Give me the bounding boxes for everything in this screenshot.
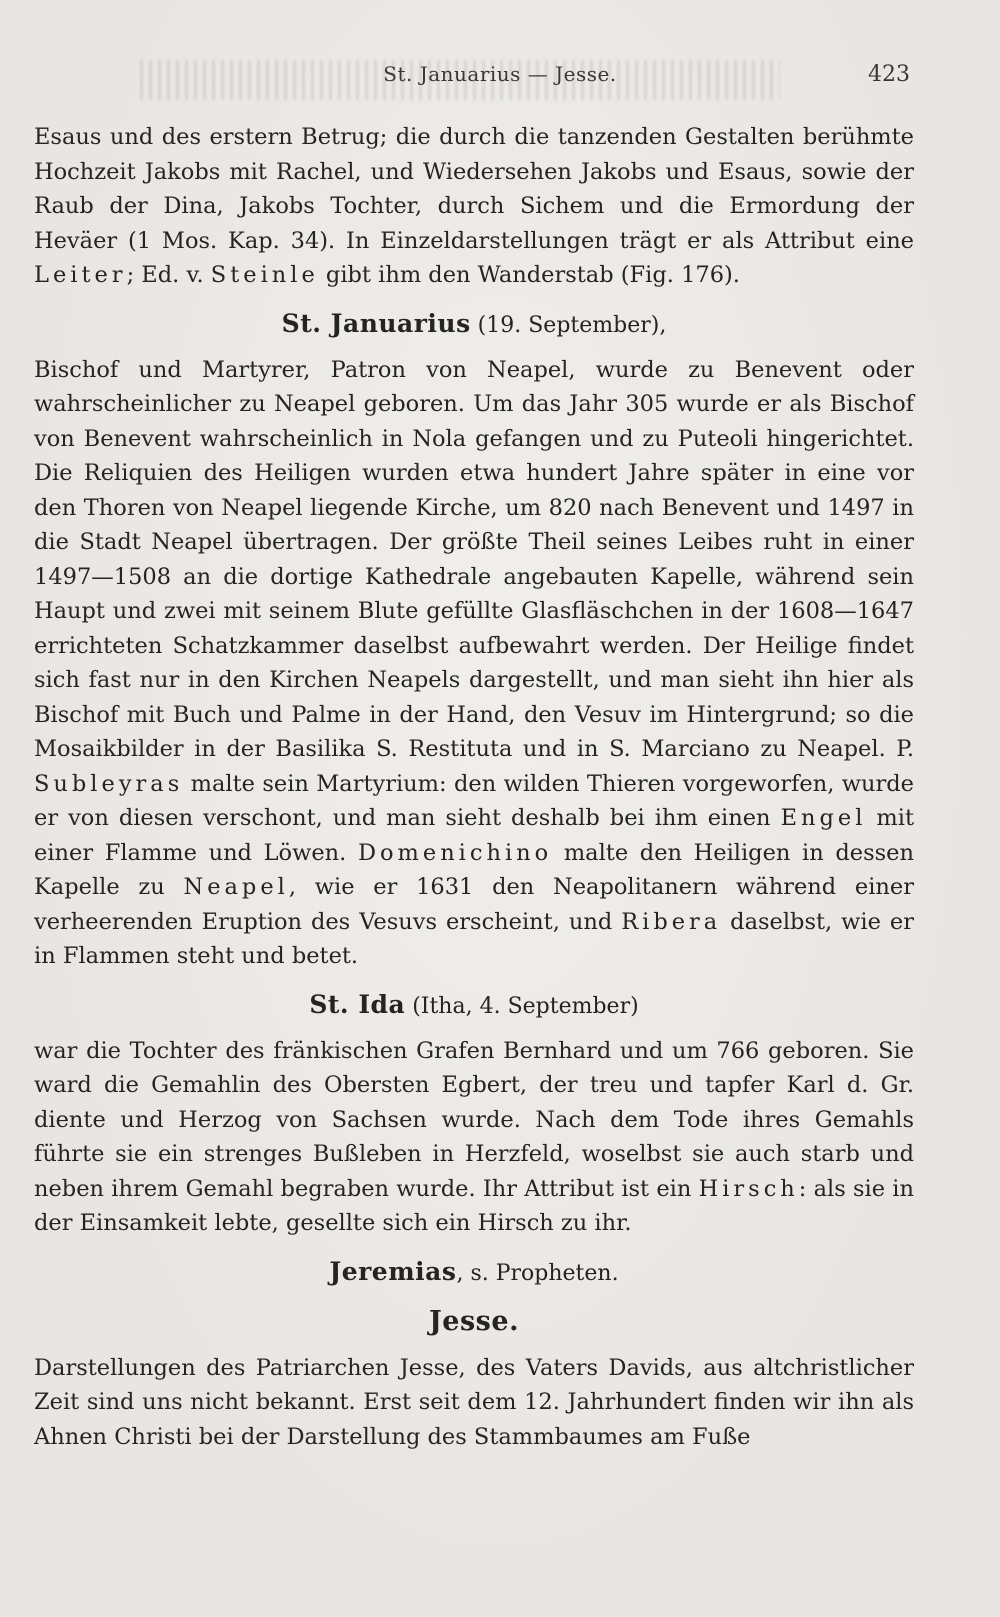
spaced-name: Steinle bbox=[210, 262, 319, 288]
paragraph-text: gibt ihm den Wanderstab (Fig. 176). bbox=[318, 262, 740, 288]
heading-name: Jeremias bbox=[329, 1256, 457, 1286]
paragraph-text: mit einer Flamme und Löwen. bbox=[34, 805, 914, 866]
heading-name: St. Ida bbox=[309, 989, 406, 1019]
paragraph-jesse: Darstellungen des Patriarchen Jesse, des Vaters Davids, aus altchristlicher Zeit sind uns nicht bekannt. Erst seit dem 12. Jahrhundert finden wir ihn als Ahnen Christi bei der Darstellung des Stammbaumes am Fuße bbox=[34, 1354, 914, 1450]
heading-jeremias bbox=[34, 1255, 914, 1291]
heading-name: St. Januarius bbox=[281, 308, 471, 338]
spaced-term: Engel bbox=[780, 805, 867, 831]
page-body bbox=[34, 120, 914, 1454]
paragraph-esau bbox=[34, 120, 914, 293]
heading-ida bbox=[34, 988, 914, 1024]
spaced-name: Domenichino bbox=[357, 839, 553, 866]
spaced-term: Neapel bbox=[183, 874, 289, 900]
paragraph-text: , wie er 1631 den Neapolitanern während einer verheerenden Eruption des Vesuvs erscheint, und bbox=[34, 874, 914, 935]
running-title: St. Januarius — Jesse. bbox=[383, 62, 617, 86]
paragraph-text: Esaus und des erstern Betrug; die durch die tanzenden Gestalten berühmte Hochzeit Jakobs mit Rachel, und Wiedersehen Jakobs und Esaus, sowie der Raub der Dina, Jakobs Tochter, durch Sichem und die Ermordung der Heväer (1 Mos. Kap. 34). In Einzeldarstellungen trägt er als Attribut eine bbox=[34, 124, 914, 254]
page-number: 423 bbox=[868, 62, 910, 87]
cross-reference: , s. Propheten. bbox=[456, 1260, 619, 1286]
paragraph-text: ; Ed. v. bbox=[126, 262, 211, 288]
spaced-term: Hirsch bbox=[698, 1175, 799, 1202]
paragraph-text: war die Tochter des fränkischen Grafen Bernhard und um 766 geboren. Sie ward die Gemahlin des Obersten Egbert, der treu und tapfer Karl d. Gr. diente und Herzog von Sachsen wurde. Nach dem Tode ihres Gemahls führte sie ein strenges Bußleben in Herzfeld, woselbst sie auch starb und neben ihrem Gemahl begraben wurde. Ihr Attribut ist ein bbox=[34, 1037, 914, 1202]
heading-date: (Itha, 4. September) bbox=[405, 993, 639, 1019]
paragraph-text: malte den Heiligen in dessen Kapelle zu bbox=[34, 839, 914, 900]
heading-januarius bbox=[34, 307, 914, 343]
paragraph-text: Bischof und Martyrer, Patron von Neapel, wurde zu Benevent oder wahrscheinlicher zu Neapel geboren. Um das Jahr 305 wurde er als Bischof von Benevent wahrscheinlich in Nola gefangen und zu Puteoli hingerichtet. Die Reliquien des Heiligen wurden etwa hundert Jahre später in eine vor den Thoren von Neapel liegende Kirche, um 820 nach Benevent und 1497 in die Stadt Neapel übertragen. Der größte Theil seines Leibes ruht in einer 1497—1508 an die dortige Kathedrale angebauten Kapelle, während sein Haupt und zwei mit seinem Blute gefüllte Glasfläschchen in der 1608—1647 errichteten Schatzkammer daselbst aufbewahrt werden. Der Heilige findet sich fast nur in den Kirchen Neapels dargestellt, und man sieht ihn hier als Bischof mit Buch und Palme in der Hand, den Vesuv im Hintergrund; so die Mosaikbilder in der Basilika S. Restituta und in S. Marciano zu Neapel. P. bbox=[34, 356, 914, 762]
spaced-term: Leiter bbox=[34, 262, 127, 288]
heading-jesse bbox=[34, 1305, 914, 1341]
spaced-name: Ribera bbox=[621, 908, 722, 935]
paragraph-text: malte sein Martyrium: den wilden Thieren vorgeworfen, wurde er von diesen verschont, und man sieht deshalb bei ihm einen bbox=[34, 770, 914, 831]
paragraph-januarius bbox=[34, 353, 914, 974]
paragraph-text: daselbst, wie er in Flammen steht und betet. bbox=[34, 908, 914, 969]
running-header bbox=[0, 62, 1000, 92]
heading-name: Jesse. bbox=[429, 1305, 519, 1337]
heading-date: (19. September), bbox=[470, 312, 667, 338]
paragraph-text: : als sie in der Einsamkeit lebte, gesellte sich ein Hirsch zu ihr. bbox=[34, 1175, 914, 1236]
spaced-name: Subleyras bbox=[34, 770, 184, 797]
paragraph-ida bbox=[34, 1034, 914, 1241]
